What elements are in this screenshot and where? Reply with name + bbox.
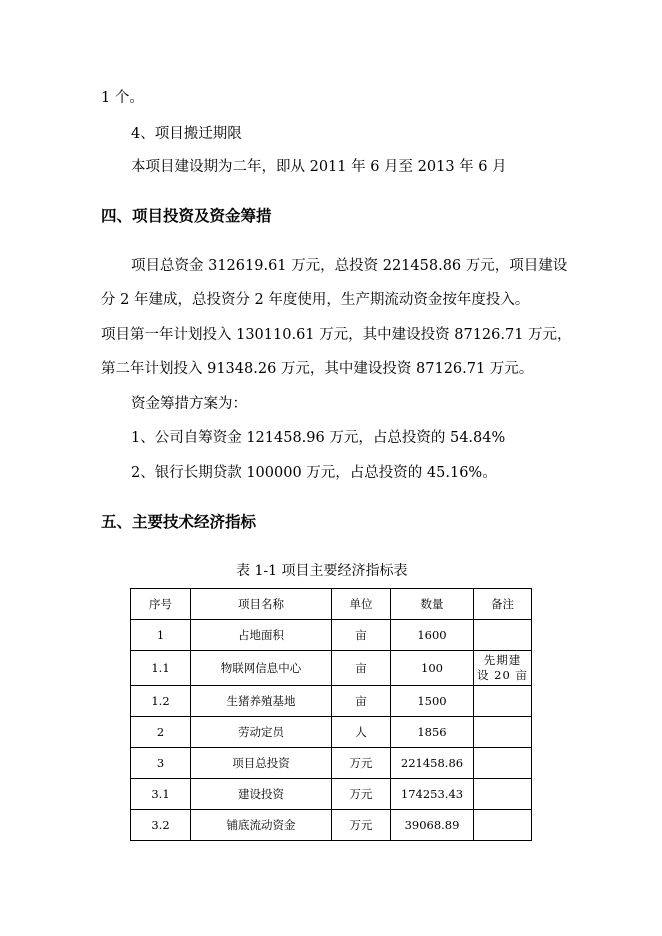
cell-unit: 万元	[332, 779, 391, 810]
column-header-unit: 单位	[332, 589, 391, 620]
table-row	[131, 779, 532, 810]
cell-name: 物联网信息中心	[191, 651, 332, 686]
cell-name: 铺底流动资金	[191, 810, 332, 841]
investment-paragraph-line: 项目总资金 312619.61 万元，总投资 221458.86 万元，项目建设	[131, 258, 568, 274]
section-heading-indicators: 五、主要技术经济指标	[101, 512, 257, 531]
column-header-name: 项目名称	[191, 589, 332, 620]
indicator-table	[130, 588, 532, 841]
subsection-heading: 4、项目搬迁期限	[131, 126, 242, 142]
cell-qty: 1856	[391, 717, 474, 748]
cell-no: 2	[131, 717, 191, 748]
investment-paragraph-line: 分 2 年建成，总投资分 2 年度使用，生产期流动资金按年度投入。	[101, 292, 530, 308]
cell-name: 项目总投资	[191, 748, 332, 779]
column-header-qty: 数量	[391, 589, 474, 620]
cell-qty: 100	[391, 651, 474, 686]
note-line: 先期建	[483, 653, 522, 667]
cell-no: 3.1	[131, 779, 191, 810]
table-row	[131, 651, 532, 686]
cell-note	[474, 620, 532, 651]
cell-unit: 亩	[332, 686, 391, 717]
cell-note	[474, 779, 532, 810]
cell-unit: 亩	[332, 651, 391, 686]
cell-name: 占地面积	[191, 620, 332, 651]
cell-note	[474, 748, 532, 779]
cell-note	[474, 810, 532, 841]
table-row	[131, 717, 532, 748]
table-row	[131, 620, 532, 651]
column-header-note: 备注	[474, 589, 532, 620]
cell-note	[474, 717, 532, 748]
cell-no: 3.2	[131, 810, 191, 841]
intro-line: 1 个。	[101, 90, 144, 106]
cell-no: 1.1	[131, 651, 191, 686]
table-row	[131, 686, 532, 717]
funding-item: 1、公司自筹资金 121458.96 万元，占总投资的 54.84%	[131, 430, 506, 446]
cell-qty: 1500	[391, 686, 474, 717]
cell-qty: 39068.89	[391, 810, 474, 841]
table-caption: 表 1-1 项目主要经济指标表	[236, 563, 408, 579]
table-row	[131, 748, 532, 779]
note-line: 设 20 亩	[477, 668, 528, 682]
cell-name: 建设投资	[191, 779, 332, 810]
cell-name: 劳动定员	[191, 717, 332, 748]
cell-note	[474, 686, 532, 717]
table-header-row	[131, 589, 532, 620]
cell-no: 3	[131, 748, 191, 779]
table-row	[131, 810, 532, 841]
investment-paragraph-line: 项目第一年计划投入 130110.61 万元，其中建设投资 87126.71 万元，	[101, 327, 572, 343]
column-header-no: 序号	[131, 589, 191, 620]
cell-unit: 人	[332, 717, 391, 748]
cell-qty: 221458.86	[391, 748, 474, 779]
cell-unit: 亩	[332, 620, 391, 651]
funding-intro: 资金筹措方案为：	[131, 396, 247, 412]
construction-period-text: 本项目建设期为二年，即从 2011 年 6 月至 2013 年 6 月	[131, 159, 507, 175]
cell-unit: 万元	[332, 810, 391, 841]
section-heading-investment: 四、项目投资及资金筹措	[101, 206, 272, 225]
investment-paragraph-line: 第二年计划投入 91348.26 万元，其中建设投资 87126.71 万元。	[101, 361, 534, 377]
funding-item: 2、银行长期贷款 100000 万元，占总投资的 45.16%。	[131, 465, 497, 481]
cell-qty: 1600	[391, 620, 474, 651]
cell-no: 1	[131, 620, 191, 651]
cell-note	[474, 651, 532, 686]
cell-no: 1.2	[131, 686, 191, 717]
cell-name: 生猪养殖基地	[191, 686, 332, 717]
cell-unit: 万元	[332, 748, 391, 779]
cell-qty: 174253.43	[391, 779, 474, 810]
